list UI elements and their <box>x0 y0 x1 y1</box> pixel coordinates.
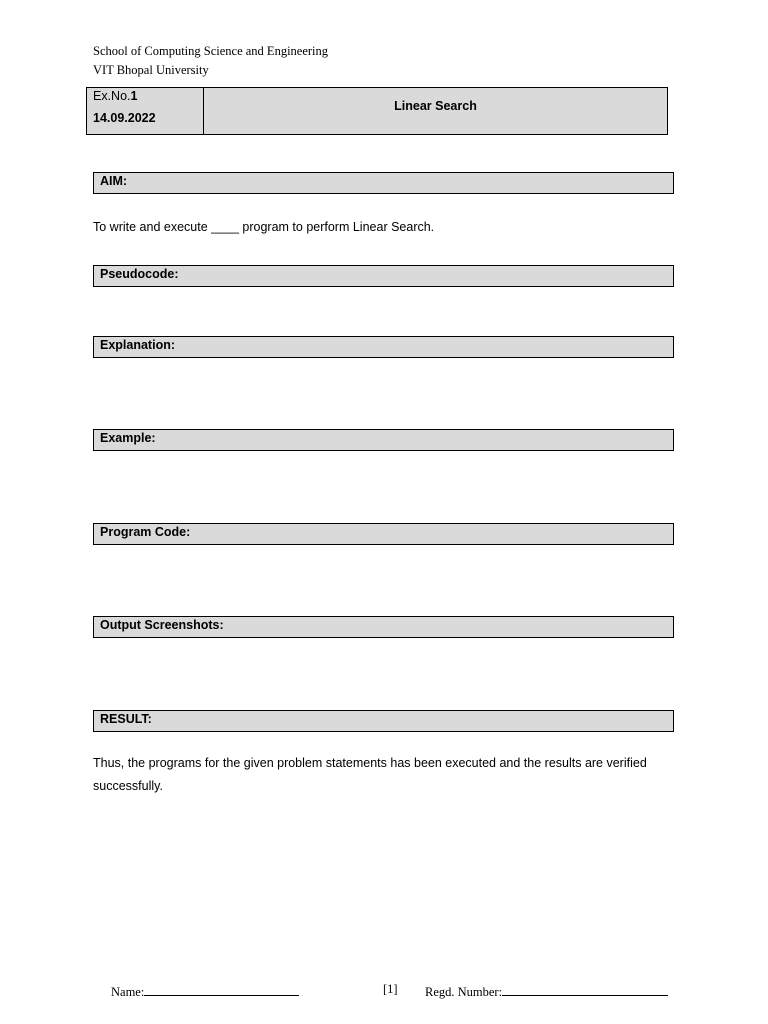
exercise-number-label: Ex.No. <box>93 89 131 103</box>
name-blank-line <box>144 982 299 996</box>
result-text: Thus, the programs for the given problem statements has been executed and the results are verified successfully. <box>93 756 647 793</box>
section-pseudocode <box>93 265 674 287</box>
university-name: VIT Bhopal University <box>93 63 209 77</box>
section-output-screenshots-label: Output Screenshots: <box>100 618 224 632</box>
regd-blank-line <box>502 982 668 996</box>
section-output-screenshots <box>93 616 674 638</box>
section-result-label: RESULT: <box>100 712 152 726</box>
section-aim-label: AIM: <box>100 174 128 188</box>
section-pseudocode-label: Pseudocode: <box>100 267 179 281</box>
footer-name-label: Name: <box>111 985 145 999</box>
footer-name <box>111 982 299 1000</box>
exercise-number-value: 1 <box>130 89 138 103</box>
section-example <box>93 429 674 451</box>
section-explanation <box>93 336 674 358</box>
exercise-info-cell <box>87 88 204 134</box>
exercise-title: Linear Search <box>394 99 477 113</box>
aim-text: To write and execute ____ program to perform Linear Search. <box>93 220 435 234</box>
section-program-code <box>93 523 674 545</box>
institution-name: School of Computing Science and Engineering <box>93 44 329 58</box>
exercise-header-table <box>86 87 668 135</box>
exercise-title-cell <box>204 88 667 134</box>
exercise-date: 14.09.2022 <box>93 111 156 125</box>
section-program-code-label: Program Code: <box>100 525 191 539</box>
footer-regd-label: Regd. Number: <box>425 985 503 999</box>
footer-regd-number <box>425 982 668 1000</box>
page-number: [1] <box>383 982 398 996</box>
exercise-number <box>93 89 137 103</box>
section-example-label: Example: <box>100 431 156 445</box>
section-aim <box>93 172 674 194</box>
section-result <box>93 710 674 732</box>
section-explanation-label: Explanation: <box>100 338 176 352</box>
